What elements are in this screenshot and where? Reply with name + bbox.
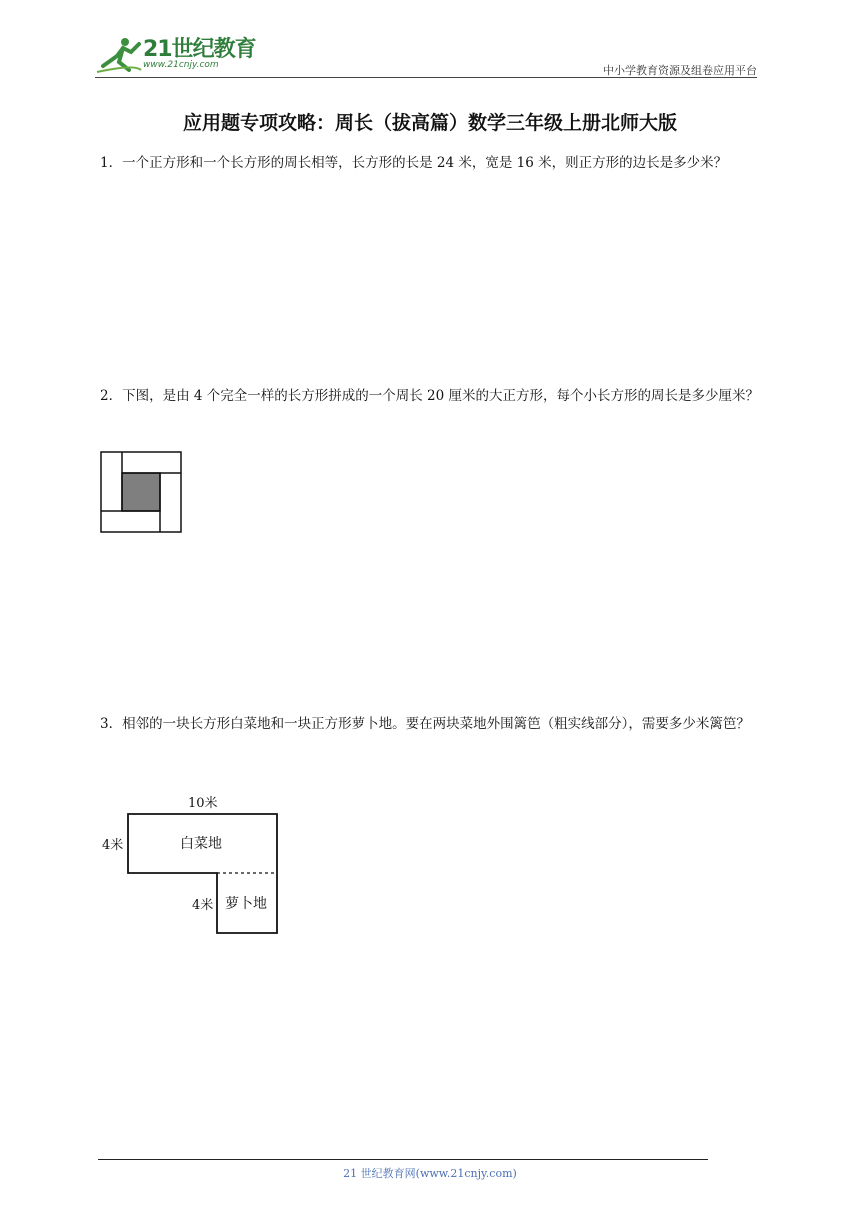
question-3: 3．相邻的一块长方形白菜地和一块正方形萝卜地。要在两块菜地外围篱笆（粗实线部分），需要多少米篱笆？ [100, 716, 750, 732]
vegetable-plots-figure [100, 792, 290, 940]
logo-title: 21世纪教育 [143, 37, 256, 62]
logo-url: www.21cnjy.com [143, 60, 219, 70]
cabbage-plot-label: 白菜地 [180, 836, 222, 852]
header-divider [95, 77, 757, 78]
top-length-label: 10米 [188, 796, 218, 811]
radish-plot-label: 萝卜地 [225, 896, 267, 912]
footer-divider [98, 1159, 708, 1160]
question-2: 2．下图，是由 4 个完全一样的长方形拼成的一个周长 20 厘米的大正方形，每个小长方形的周长是多少厘米？ [100, 388, 760, 404]
square-side-label: 4米 [192, 898, 214, 913]
page-title: 应用题专项攻略：周长（拔高篇）数学三年级上册北师大版 [182, 112, 677, 134]
page-header [95, 30, 757, 78]
left-width-label: 4米 [102, 838, 124, 853]
footer-text[interactable]: 21 世纪教育网(www.21cnjy.com) [343, 1167, 517, 1180]
header-platform-text: 中小学教育资源及组卷应用平台 [603, 64, 757, 77]
plots-outline [100, 792, 290, 940]
question-1: 1．一个正方形和一个长方形的周长相等，长方形的长是 24 米，宽是 16 米，则正方形的边长是多少米？ [100, 155, 728, 171]
square-composed-of-rectangles-figure [100, 451, 184, 535]
